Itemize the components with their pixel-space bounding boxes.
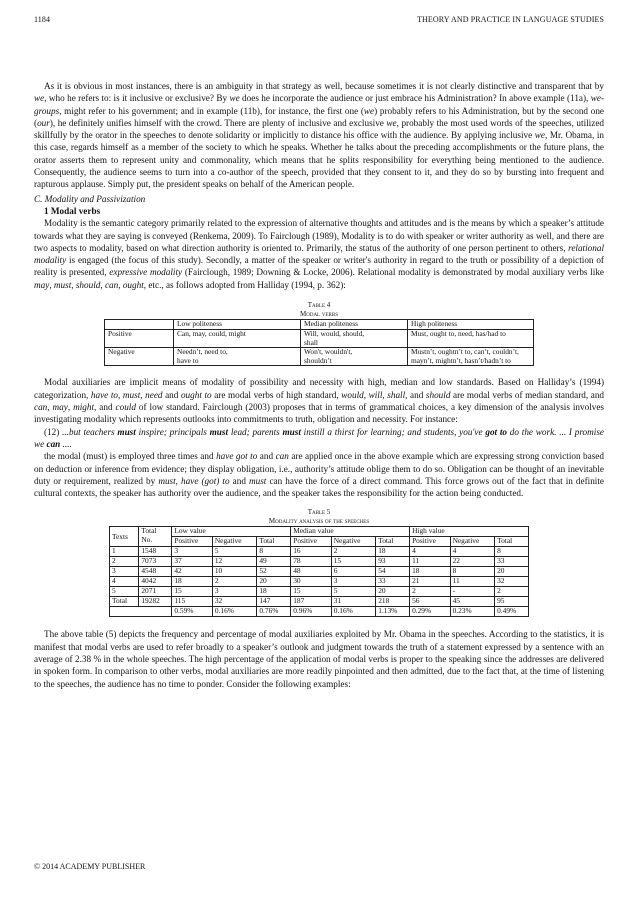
table-cell: 15 (172, 587, 213, 597)
table-cell: 18 (376, 547, 410, 557)
table-cell: 21 (410, 577, 451, 587)
table-cell: 32 (495, 577, 529, 587)
table-cell: 115 (172, 597, 213, 607)
table-cell: 2071 (139, 587, 172, 597)
table-cell: 4 (450, 547, 495, 557)
table-row (110, 567, 529, 577)
table-cell: 6 (331, 567, 376, 577)
table-cell: 56 (410, 597, 451, 607)
table-cell: 5 (212, 547, 257, 557)
table-cell: 93 (376, 557, 410, 567)
table-cell: 20 (376, 587, 410, 597)
table-cell: 4 (410, 547, 451, 557)
paragraph-2: Modality is the semantic category primarily related to the expression of alternative thoughts and attitudes and is the means by which a speaker’s attitude towards what they are saying is conveyed (Renkema, 2009). To Fairclough (1989), Modality is to do with speaker or writer authority as well, and there are two aspects to modality, based on what direction authority is oriented to. Primarily, the status of the authority of one person pertinent to others, relational modality is engaged (the focus of this study). Secondly, a matter of the speaker or writer's authority in regard to the truth or possibility of a depiction of reality is presented, expressive modality (Fairclough, 1989; Downing & Locke, 2006). Relational modality is demonstrated by modal auxiliary verbs like may, must, should, can, ought, etc., as follows adopted from Halliday (1994, p. 362): (34, 218, 604, 290)
table-cell: 8 (450, 567, 495, 577)
table4-title: Modal verbs (300, 310, 338, 319)
table-cell: 49 (257, 557, 291, 567)
table-cell: 2 (110, 557, 139, 567)
paragraph-1: As it is obvious in most instances, there is an ambiguity in that strategy as well, because sometimes it is not clearly distinctive and transparent that by we, who he refers to: is it inclusive or exclusive? By we does he incorporate the audience or just embrace his Administration? In above example (11a), we-groups, might refer to his government; and in example (11b), for instance, the first one (we) probably refers to his Administration, but by the second one (our), he definitely unifies himself with the crowd. There are plenty of inclusive and exclusive we, probably the most used words of the speeches, utilized skillfully by the orator in the speeches to denote solidarity or implicitly to distance his office with the audience. By applying inclusive we, Mr. Obama, in this case, regards himself as a member of the society to which he speaks. Whether he talks about the preceding accomplishments or the future plans, the orator asserts them to represent unity and commonality, which means that he splits responsibility for everything being mentioned to the audience. Consequently, the audience seems to turn into a co-author of the speech, provided that they consent to it, and they do so by bursting into frequent and rapturous applause. Simply put, the president speaks on behalf of the American people. (34, 81, 604, 190)
table-cell: 95 (495, 597, 529, 607)
table-cell: 10 (212, 567, 257, 577)
table-cell: 45 (450, 597, 495, 607)
table-cell: 33 (376, 577, 410, 587)
table-cell: 3 (331, 577, 376, 587)
table-row: Low politeness Median politeness High politeness (105, 320, 534, 330)
table-cell: 20 (495, 567, 529, 577)
table-4 (104, 319, 534, 366)
table-row: Positive Can, may, could, might Will, would, should, shall Must, ought to, need, has/had to (105, 330, 534, 348)
table-cell: 16 (291, 547, 332, 557)
table5-label: Table 5 (307, 508, 331, 517)
paragraph-4: the modal (must) is employed three times and have got to and can are applied once in the above example which are expressing strong conviction based on deduction or inference from evidence; they display obligation, i.e., authority’s attitude oblige them to do so. Obligation can be thought of an inevitable duty or requirement, realized by must, have (got) to and must can have the force of a direct command. This force grows out of the fact that in definite cultural contexts, the speaker has authority over the audience, and the speaker takes the responsibility for the action being conducted. (34, 451, 604, 499)
table-cell: 0.59% (172, 607, 213, 617)
table-cell: 22 (450, 557, 495, 567)
page-number: 1184 (34, 15, 51, 24)
table-cell: - (450, 587, 495, 597)
table-cell: 3 (172, 547, 213, 557)
table-cell: 4548 (139, 567, 172, 577)
table-cell: 5 (110, 587, 139, 597)
table-cell: 32 (212, 597, 257, 607)
table-cell: 11 (450, 577, 495, 587)
table-cell: 54 (376, 567, 410, 577)
table-cell: 0.16% (212, 607, 257, 617)
table-cell: 0.76% (257, 607, 291, 617)
table-cell: 31 (331, 597, 376, 607)
table-cell: 4 (110, 577, 139, 587)
table5-body (110, 547, 529, 617)
article-body (34, 80, 604, 690)
table-cell: 18 (410, 567, 451, 577)
table-cell: 0.96% (291, 607, 332, 617)
table-cell: 0.23% (450, 607, 495, 617)
table-cell: 187 (291, 597, 332, 607)
table-cell: 2 (495, 587, 529, 597)
table5-title: Modality analysis of the speeches (268, 517, 370, 526)
table-cell: 18 (257, 587, 291, 597)
table-cell: 37 (172, 557, 213, 567)
paragraph-3: Modal auxiliaries are implicit means of modality of possibility and necessity with high, median and low standards. Based on Halliday’s (1994) categorization, have to, must, need and ought to are modal verbs of high standard, would, will, shall, and should are modal verbs of median standard, and can, may, might, and could of low standard. Fairclough (2003) proposes that in terms of grammatical choices, a key dimension of the analysis involves investigating modality which represents outlooks into commitments to truth, obligation and necessity. For instance: (34, 377, 605, 425)
table-cell: 1 (110, 547, 139, 557)
table-row: Texts Total No. Low value Median value High value (110, 527, 529, 537)
table-row: Negative Needn’t, need to, have to Won't, wouldn't, shouldn’t Mustn’t, oughtn’t to, can’t, couldn’t, mayn’t, mightn’t, hasn’t/hadn’t to (105, 348, 534, 366)
example-12: (12) ...but teachers must inspire; principals must lead; parents must instill a thirst for learning; and students, you've got to do the work. ... I promise we can .... (34, 426, 604, 449)
table-cell: 0.29% (410, 607, 451, 617)
table-row (110, 547, 529, 557)
table-cell: 15 (291, 587, 332, 597)
table-cell: 2 (410, 587, 451, 597)
table-cell: 20 (257, 577, 291, 587)
paragraph-5: The above table (5) depicts the frequency and percentage of modal auxiliaries exploited by Mr. Obama in the speeches. According to the statistics, it is manifest that modal verbs are used to refer broadly to a speaker’s outlook and judgment towards the truth of a statement expressed by a sentence with an average of 2.38 % in the whole speeches. The high percentage of the application of modal verbs is proper to the speaking since the addresses are delivered in spoken form. In comparison to other verbs, modal auxiliaries are more readily pinpointed and then admitted, due to the fact that, at the time of listening to the speeches, the audience has no time to ponder. Consider the following examples: (34, 629, 604, 689)
table-cell: 33 (495, 557, 529, 567)
table-row (110, 577, 529, 587)
table-cell: 15 (331, 557, 376, 567)
copyright-footer: © 2014 ACADEMY PUBLISHER (34, 862, 146, 871)
table-cell: 42 (172, 567, 213, 577)
table-cell: 30 (291, 577, 332, 587)
table-cell: 12 (212, 557, 257, 567)
table-cell: 147 (257, 597, 291, 607)
table-cell: 0.49% (495, 607, 529, 617)
table-cell: 1548 (139, 547, 172, 557)
table-cell: 7073 (139, 557, 172, 567)
table-row (110, 557, 529, 567)
table-cell: 3 (212, 587, 257, 597)
table-cell: 0.16% (331, 607, 376, 617)
page-header (34, 15, 604, 27)
journal-title: THEORY AND PRACTICE IN LANGUAGE STUDIES (417, 15, 604, 24)
table-cell: 3 (110, 567, 139, 577)
table-cell: 78 (291, 557, 332, 567)
table-cell: 5 (331, 587, 376, 597)
table-5 (109, 526, 529, 617)
table4-label: Table 4 (307, 301, 331, 310)
table-row (110, 597, 529, 607)
table-cell: 2 (331, 547, 376, 557)
subsection-heading: 1 Modal verbs (44, 205, 101, 216)
table-cell: 48 (291, 567, 332, 577)
table-cell: 19282 (139, 597, 172, 607)
table-cell: 1.13% (376, 607, 410, 617)
table-row (110, 587, 529, 597)
table-row (110, 607, 529, 617)
table-cell: 4042 (139, 577, 172, 587)
table-cell: 2 (212, 577, 257, 587)
table-cell: 8 (257, 547, 291, 557)
table-cell: 18 (172, 577, 213, 587)
table-cell: 52 (257, 567, 291, 577)
table-row: Positive Negative Total Positive Negative Total Positive Negative Total (110, 537, 529, 547)
section-heading: C. Modality and Passivization (34, 193, 146, 204)
table-cell: 218 (376, 597, 410, 607)
table-cell: Total (110, 597, 139, 607)
table-cell: 11 (410, 557, 451, 567)
table-cell: 8 (495, 547, 529, 557)
